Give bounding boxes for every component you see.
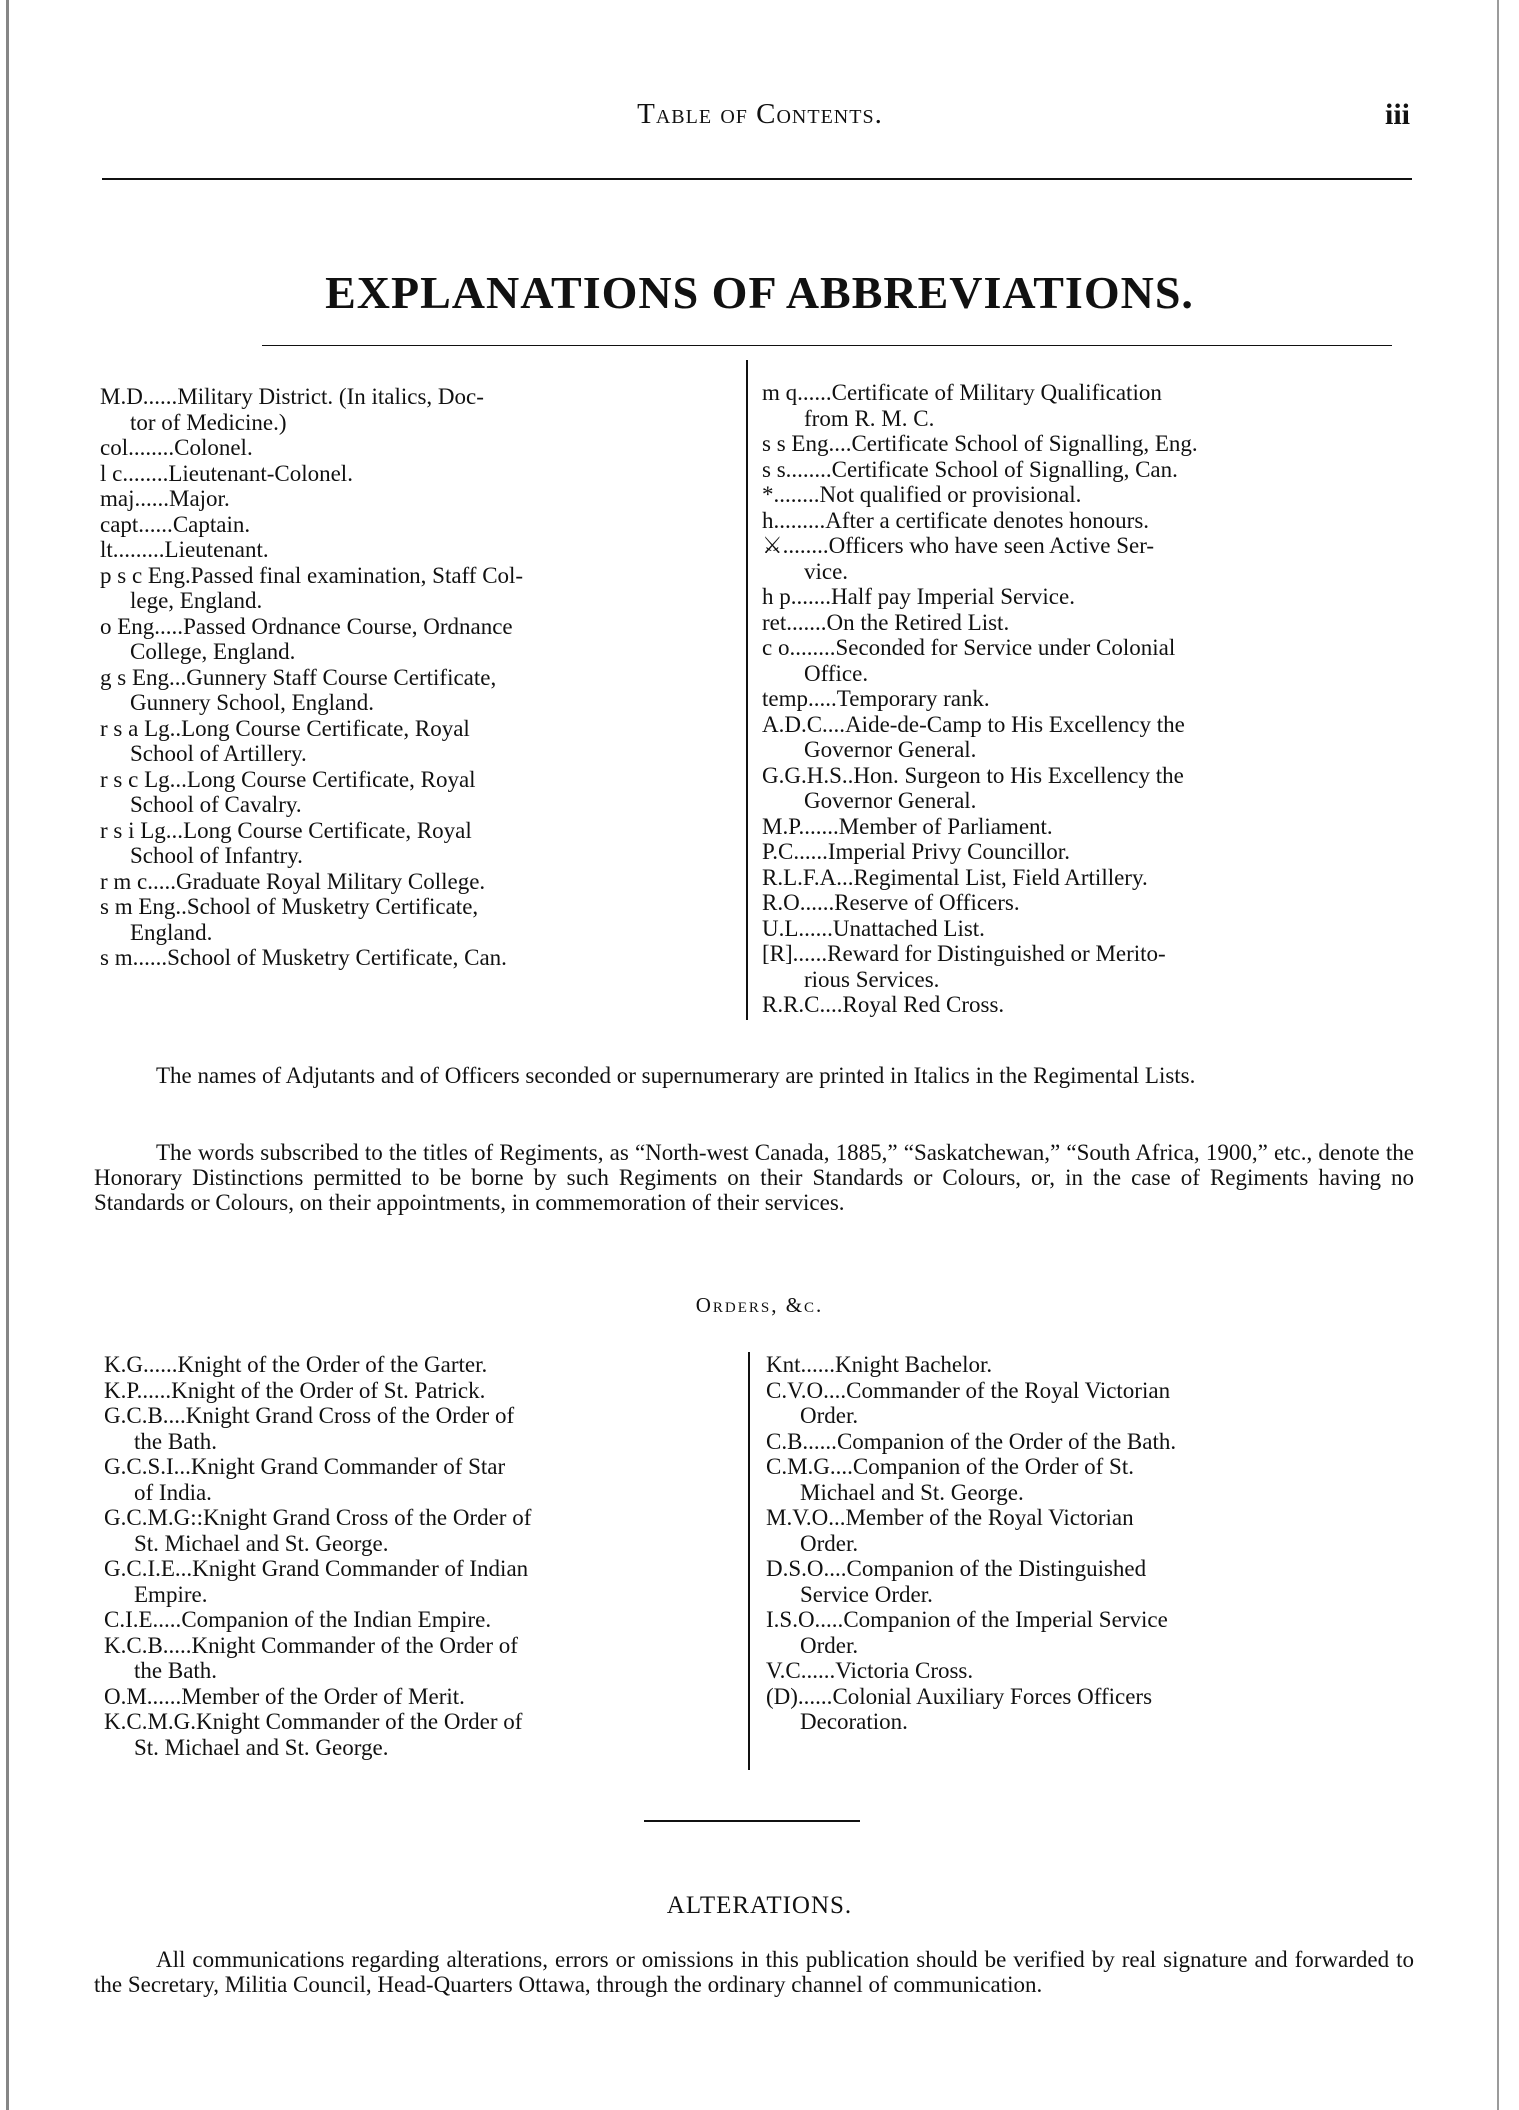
abbreviation-term: s m......	[100, 945, 168, 970]
abbreviation-term: G.C.I.E...	[104, 1556, 193, 1581]
abbreviation-entry	[100, 818, 730, 844]
abbreviation-term: l c........	[100, 460, 169, 486]
abbreviation-term: maj......	[100, 486, 169, 511]
abbreviation-definition-continued: of India.	[134, 1479, 212, 1505]
abbreviation-entry	[100, 384, 730, 410]
italics-note-paragraph: The names of Adjutants and of Officers seconded or supernumerary are printed in Italics in the Regimental Lists.	[156, 1063, 1196, 1088]
running-title: Table of Contents.	[637, 98, 883, 130]
abbreviation-term: R.R.C....	[762, 992, 843, 1017]
abbreviation-definition: Colonel.	[174, 435, 253, 460]
abbreviation-definition: Companion of the Distinguished	[846, 1556, 1147, 1581]
abbreviation-entry	[766, 1658, 1406, 1684]
abbreviation-term: h.........	[762, 507, 826, 533]
abbreviation-continuation	[766, 1633, 1406, 1659]
abbreviation-continuation	[104, 1735, 744, 1761]
abbreviation-continuation	[100, 920, 730, 946]
section-separator-rule	[644, 1820, 860, 1822]
abbreviation-definition-continued: St. Michael and St. George.	[134, 1530, 389, 1556]
abbreviation-entry	[766, 1607, 1406, 1633]
abbreviation-definition-continued: Empire.	[134, 1581, 208, 1607]
abbreviation-definition: Lieutenant.	[164, 537, 269, 562]
abbreviation-definition-continued: from R. M. C.	[804, 405, 935, 431]
abbreviation-term: c o........	[762, 635, 836, 660]
abbreviation-entry	[766, 1505, 1406, 1531]
abbreviation-entry	[104, 1505, 744, 1531]
title-rule	[262, 345, 1392, 346]
abbreviation-entry	[762, 610, 1412, 636]
abbreviation-definition: Imperial Privy Councillor.	[827, 839, 1070, 864]
abbreviation-entry	[766, 1556, 1406, 1582]
abbreviation-entry	[766, 1684, 1406, 1710]
abbreviation-definition-continued: School of Cavalry.	[130, 792, 302, 817]
abbreviation-entry	[104, 1709, 744, 1735]
abbreviation-continuation	[766, 1403, 1406, 1429]
abbreviation-definition: Knight Commander of the Order of	[191, 1632, 518, 1658]
abbreviation-entry	[100, 435, 730, 461]
abbreviation-definition: Officers who have seen Active Ser-	[828, 533, 1155, 558]
abbreviation-entry	[100, 614, 730, 640]
abbreviation-term: C.B......	[766, 1428, 837, 1454]
abbreviation-term: s s........	[762, 456, 832, 482]
abbreviation-definition: Reserve of Officers.	[834, 890, 1020, 915]
abbreviation-entry	[762, 712, 1412, 738]
abbreviation-term: C.I.E.....	[104, 1607, 182, 1632]
abbreviation-continuation	[104, 1429, 744, 1455]
abbreviation-continuation	[766, 1531, 1406, 1557]
abbreviation-definition: Hon. Surgeon to His Excellency the	[853, 762, 1184, 788]
abbreviation-definition: Knight Commander of the Order of	[196, 1709, 523, 1734]
abbreviation-definition: Unattached List.	[832, 915, 985, 941]
abbreviation-definition-continued: School of Infantry.	[130, 843, 303, 868]
abbreviation-term: G.C.M.G::	[104, 1505, 204, 1530]
abbreviation-term: m q......	[762, 380, 832, 405]
abbreviation-term: R.L.F.A...	[762, 864, 854, 890]
abbreviation-term: K.C.M.G.	[104, 1709, 197, 1734]
abbreviation-definition-continued: Order.	[800, 1530, 859, 1556]
abbreviation-definition: Knight of the Order of the Garter.	[177, 1352, 488, 1377]
abbreviation-continuation	[104, 1582, 744, 1608]
abbreviation-definition: Long Course Certificate, Royal	[183, 817, 472, 843]
abbreviation-continuation	[762, 967, 1412, 993]
abbreviation-definition-continued: England.	[130, 919, 213, 945]
honorary-distinctions-paragraph: The words subscribed to the titles of Regiments, as “North-west Canada, 1885,” “Saskatchewan,” “South Africa, 1900,” etc., denote the Honorary Distinctions permitted to be borne by such Regiments on their Standards or Colours, or, in the case of Regiments having no Standards or Colours, on their appointments, in commemoration of their services.	[94, 1140, 1414, 1215]
abbreviation-continuation	[762, 559, 1412, 585]
abbreviation-definition: Long Course Certificate, Royal	[186, 766, 476, 792]
abbreviation-entry	[762, 457, 1412, 483]
abbreviation-term: s m Eng..	[100, 894, 187, 919]
abbreviation-entry	[100, 894, 730, 920]
abbreviation-term: r s a Lg..	[100, 715, 182, 741]
abbreviation-entry	[762, 431, 1412, 457]
abbreviation-definition-continued: Michael and St. George.	[800, 1479, 1024, 1505]
abbreviation-entry	[100, 716, 730, 742]
abbreviation-definition: Graduate Royal Military College.	[176, 868, 486, 894]
abbreviation-entry	[762, 482, 1412, 508]
abbreviation-entry	[762, 814, 1412, 840]
abbreviation-definition-continued: Governor General.	[804, 737, 977, 762]
abbreviation-term: r m c.....	[100, 868, 177, 894]
abbreviation-definition-continued: Order.	[800, 1632, 859, 1658]
abbreviation-entry	[104, 1403, 744, 1429]
abbreviation-entry	[100, 665, 730, 691]
abbreviation-term: col........	[100, 435, 175, 460]
abbreviation-term: ret.......	[762, 609, 827, 635]
abbreviation-term: K.C.B.....	[104, 1632, 192, 1658]
orders-right-column	[766, 1352, 1406, 1735]
abbreviation-entry	[104, 1607, 744, 1633]
abbreviation-continuation	[766, 1480, 1406, 1506]
abbreviation-term: (D)......	[766, 1683, 833, 1709]
abbreviation-continuation	[762, 406, 1412, 432]
abbreviation-entry	[762, 380, 1412, 406]
abbreviation-definition-continued: School of Artillery.	[130, 741, 307, 766]
orders-heading: Orders, &c.	[695, 1293, 824, 1317]
abbreviation-term: G.C.B....	[104, 1403, 186, 1428]
abbreviation-entry	[766, 1454, 1406, 1480]
abbreviation-definition: Lieutenant-Colonel.	[168, 460, 353, 486]
abbreviation-definition: Temporary rank.	[836, 686, 990, 711]
abbreviation-continuation	[104, 1658, 744, 1684]
abbreviation-term: M.V.O...	[766, 1505, 846, 1530]
abbreviation-definition-continued: rious Services.	[804, 966, 940, 992]
abbreviation-term: lt.........	[100, 537, 165, 562]
abbreviation-entry	[104, 1684, 744, 1710]
abbreviation-definition: School of Musketry Certificate,	[186, 894, 479, 919]
abbreviation-entry	[104, 1352, 744, 1378]
abbreviation-entry	[104, 1556, 744, 1582]
abbreviation-term: P.C......	[762, 839, 828, 864]
abbreviation-term: D.S.O....	[766, 1556, 847, 1581]
abbreviation-entry	[762, 890, 1412, 916]
abbreviation-term: C.V.O....	[766, 1377, 847, 1403]
column-divider	[746, 360, 748, 1020]
abbreviation-definition: Commander of the Royal Victorian	[846, 1377, 1171, 1403]
abbreviation-term: capt......	[100, 511, 173, 537]
abbreviations-right-column	[762, 380, 1412, 1018]
abbreviation-entry	[762, 508, 1412, 534]
abbreviation-definition: Knight Grand Cross of the Order of	[185, 1403, 515, 1428]
abbreviation-continuation	[762, 661, 1412, 687]
abbreviation-entry	[762, 941, 1412, 967]
abbreviation-term: r s i Lg...	[100, 817, 184, 843]
abbreviation-definition-continued: Office.	[804, 660, 869, 686]
abbreviation-entry	[766, 1429, 1406, 1455]
abbreviation-entry	[762, 865, 1412, 891]
abbreviation-entry	[104, 1633, 744, 1659]
abbreviation-continuation	[762, 737, 1412, 763]
abbreviation-term: C.M.G....	[766, 1454, 853, 1479]
abbreviation-definition: Aide-de-Camp to His Excellency the	[845, 711, 1185, 737]
abbreviation-term: temp.....	[762, 686, 837, 711]
abbreviation-definition-continued: St. Michael and St. George.	[134, 1734, 389, 1760]
abbreviation-term: *........	[762, 482, 820, 507]
abbreviation-term: ⚔........	[762, 533, 829, 558]
abbreviation-term: R.O......	[762, 890, 835, 915]
abbreviation-term: s s Eng....	[762, 431, 852, 456]
abbreviation-definition-continued: Governor General.	[804, 788, 977, 813]
abbreviation-entry	[766, 1352, 1406, 1378]
abbreviation-entry	[100, 461, 730, 487]
abbreviation-continuation	[104, 1480, 744, 1506]
abbreviation-continuation	[766, 1709, 1406, 1735]
alterations-heading: ALTERATIONS.	[666, 1892, 853, 1919]
abbreviation-entry	[766, 1378, 1406, 1404]
abbreviation-definition: Gunnery Staff Course Certificate,	[186, 664, 497, 690]
abbreviation-definition-continued: lege, England.	[130, 588, 263, 613]
alterations-paragraph: All communications regarding alterations, errors or omissions in this publication should be verified by real signature and forwarded to the Secretary, Militia Council, Head-Quarters Ottawa, through the ordinary channel of communication.	[94, 1947, 1414, 1997]
abbreviation-continuation	[766, 1582, 1406, 1608]
abbreviation-definition: Companion of the Indian Empire.	[181, 1607, 492, 1632]
abbreviation-definition: Certificate of Military Qualification	[831, 380, 1162, 405]
abbreviation-definition: Knight Grand Commander of Indian	[192, 1556, 529, 1581]
abbreviation-continuation	[100, 792, 730, 818]
abbreviation-entry	[100, 563, 730, 589]
abbreviation-definition-continued: Service Order.	[800, 1581, 933, 1607]
abbreviation-definition: Military District. (In italics, Doc-	[177, 384, 484, 409]
abbreviation-definition: Member of Parliament.	[838, 813, 1053, 839]
header-rule	[102, 178, 1412, 180]
abbreviation-term: K.G......	[104, 1352, 178, 1377]
orders-column-divider	[748, 1352, 750, 1770]
page-title: EXPLANATIONS OF ABBREVIATIONS.	[325, 267, 1194, 318]
abbreviation-definition: Member of the Royal Victorian	[845, 1505, 1134, 1530]
abbreviation-term: r s c Lg...	[100, 766, 187, 792]
abbreviation-entry	[762, 763, 1412, 789]
abbreviations-left-column	[100, 384, 730, 971]
abbreviation-entry	[762, 992, 1412, 1018]
abbreviation-entry	[762, 686, 1412, 712]
abbreviation-definition: Knight Grand Commander of Star	[190, 1454, 506, 1479]
abbreviation-term: o Eng.....	[100, 613, 184, 639]
abbreviation-entry	[762, 584, 1412, 610]
abbreviation-term: Knt......	[766, 1352, 835, 1377]
abbreviation-definition: Certificate School of Signalling, Can.	[831, 456, 1178, 482]
abbreviation-entry	[100, 767, 730, 793]
abbreviation-definition-continued: the Bath.	[134, 1428, 218, 1454]
abbreviation-definition-continued: Order.	[800, 1403, 859, 1428]
running-header	[100, 98, 1420, 138]
abbreviation-entry	[100, 537, 730, 563]
abbreviation-term: U.L......	[762, 915, 833, 941]
abbreviation-definition: Companion of the Order of the Bath.	[836, 1428, 1177, 1454]
abbreviation-continuation	[100, 741, 730, 767]
abbreviation-definition: Regimental List, Field Artillery.	[853, 864, 1148, 890]
page-number: iii	[1384, 98, 1410, 131]
abbreviation-entry	[100, 486, 730, 512]
abbreviation-definition-continued: the Bath.	[134, 1658, 218, 1683]
abbreviation-continuation	[100, 588, 730, 614]
abbreviation-term: M.D......	[100, 384, 178, 409]
abbreviation-continuation	[762, 788, 1412, 814]
abbreviation-entry	[100, 945, 730, 971]
abbreviation-definition: Royal Red Cross.	[842, 992, 1005, 1017]
abbreviation-term: p s c Eng.	[100, 562, 191, 588]
abbreviation-entry	[762, 916, 1412, 942]
abbreviation-definition: Companion of the Imperial Service	[843, 1607, 1168, 1632]
abbreviation-term: V.C......	[766, 1658, 836, 1683]
abbreviation-definition: Companion of the Order of St.	[852, 1454, 1134, 1479]
abbreviation-definition: Major.	[169, 486, 230, 511]
abbreviation-definition: Colonial Auxiliary Forces Officers	[832, 1683, 1153, 1709]
abbreviation-definition: On the Retired List.	[826, 609, 1010, 635]
abbreviation-continuation	[100, 639, 730, 665]
abbreviation-term: h p.......	[762, 584, 831, 609]
abbreviation-definition: Knight Bachelor.	[835, 1352, 993, 1377]
abbreviation-definition-continued: Decoration.	[800, 1709, 908, 1734]
abbreviation-entry	[762, 635, 1412, 661]
abbreviation-term: I.S.O.....	[766, 1607, 844, 1632]
abbreviation-term: K.P......	[104, 1377, 172, 1403]
abbreviation-definition: Half pay Imperial Service.	[831, 584, 1075, 609]
abbreviation-definition: Captain.	[172, 511, 251, 537]
abbreviation-term: [R]......	[762, 941, 828, 966]
abbreviation-definition-continued: College, England.	[130, 639, 296, 664]
abbreviation-definition-continued: tor of Medicine.)	[130, 409, 287, 435]
abbreviation-term: A.D.C....	[762, 711, 846, 737]
abbreviation-entry	[762, 533, 1412, 559]
abbreviation-term: O.M......	[104, 1683, 182, 1709]
abbreviation-definition: Passed Ordnance Course, Ordnance	[183, 613, 513, 639]
abbreviation-term: G.G.H.S..	[762, 762, 854, 788]
abbreviation-definition: Victoria Cross.	[835, 1658, 974, 1683]
abbreviation-definition: Reward for Distinguished or Merito-	[827, 941, 1166, 966]
abbreviation-definition: Passed final examination, Staff Col-	[190, 562, 524, 588]
abbreviation-definition: Not qualified or provisional.	[819, 482, 1082, 507]
abbreviation-entry	[762, 839, 1412, 865]
abbreviation-definition: Certificate School of Signalling, Eng.	[851, 431, 1198, 456]
abbreviation-entry	[100, 869, 730, 895]
abbreviation-continuation	[100, 690, 730, 716]
abbreviation-definition-continued: vice.	[804, 558, 849, 584]
abbreviation-definition: Knight of the Order of St. Patrick.	[171, 1377, 486, 1403]
abbreviation-continuation	[100, 843, 730, 869]
abbreviation-continuation	[104, 1531, 744, 1557]
abbreviation-term: g s Eng...	[100, 664, 187, 690]
abbreviation-definition: Knight Grand Cross of the Order of	[203, 1505, 532, 1530]
abbreviation-entry	[100, 512, 730, 538]
abbreviation-entry	[104, 1454, 744, 1480]
abbreviation-definition: Member of the Order of Merit.	[181, 1683, 465, 1709]
abbreviation-entry	[104, 1378, 744, 1404]
abbreviation-continuation	[100, 410, 730, 436]
abbreviation-term: M.P.......	[762, 813, 839, 839]
abbreviation-definition: Long Course Certificate, Royal	[181, 715, 470, 741]
abbreviation-definition: After a certificate denotes honours.	[825, 507, 1150, 533]
abbreviation-term: G.C.S.I...	[104, 1454, 191, 1479]
abbreviation-definition-continued: Gunnery School, England.	[130, 690, 375, 715]
orders-left-column	[104, 1352, 744, 1760]
abbreviation-definition: School of Musketry Certificate, Can.	[167, 945, 507, 970]
abbreviation-definition: Seconded for Service under Colonial	[835, 635, 1176, 660]
